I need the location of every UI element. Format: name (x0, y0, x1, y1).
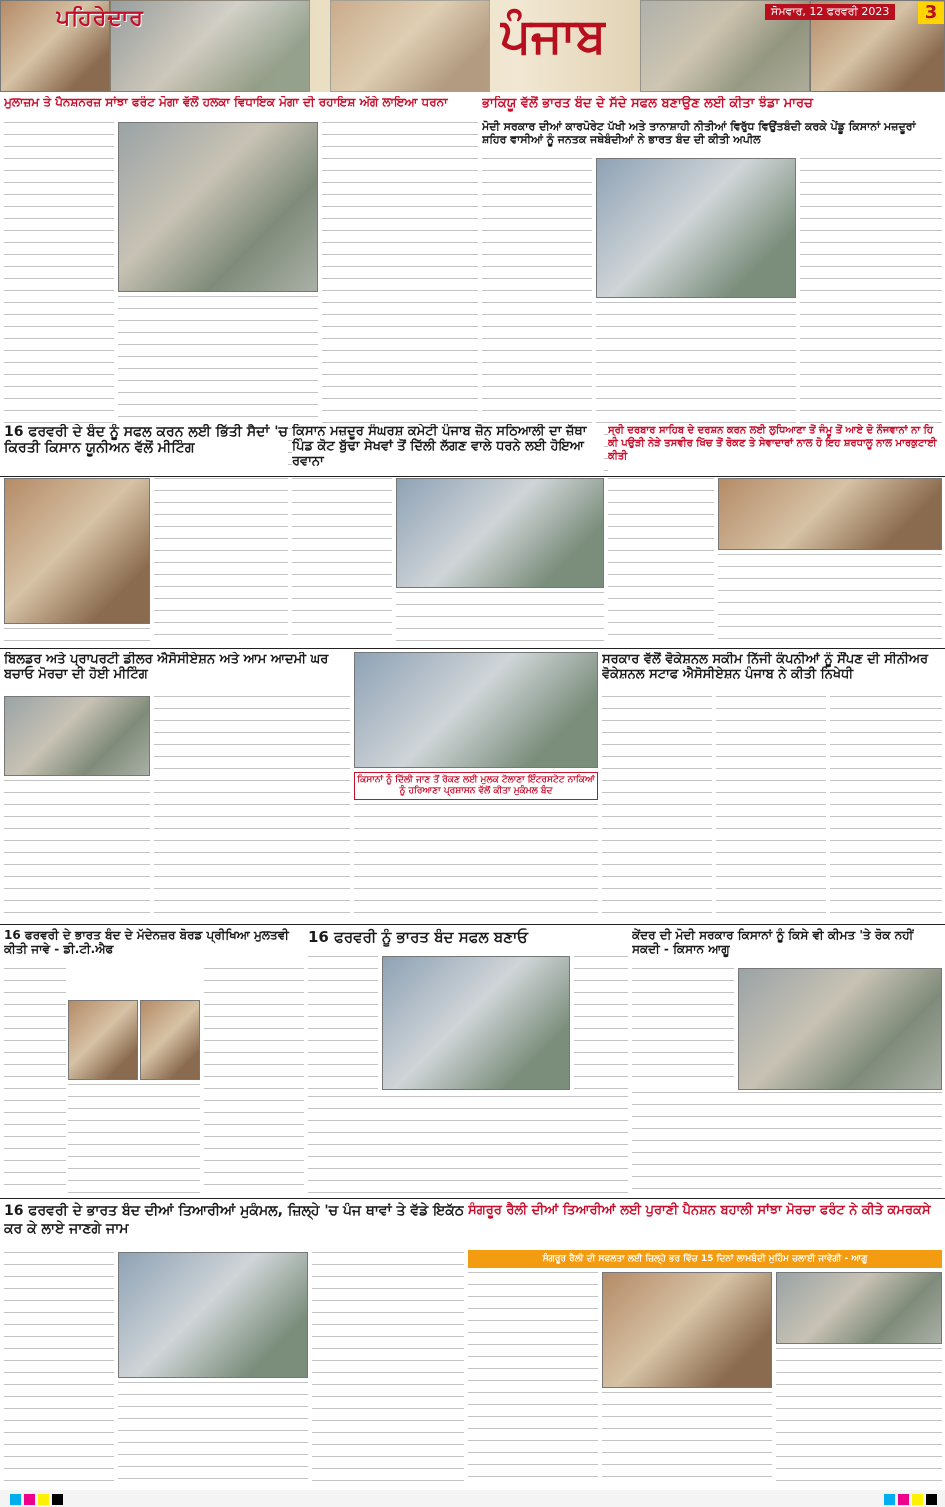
page-number: 3 (918, 2, 944, 24)
brand-logo: ਪਹਿਰੇਦਾਰ (56, 6, 144, 31)
story10-body-col3 (574, 956, 628, 1092)
story2-headline: ਭਾਕਿਯੂ ਵੱਲੋਂ ਭਾਰਤ ਬੰਦ ਦੇ ਸੱਦੇ ਸਫਲ ਬਣਾਉਣ ਲਈ ਕੀਤਾ ਝੰਡਾ ਮਾਰਚ (482, 96, 813, 111)
story8-body-col1 (602, 696, 712, 920)
story1-headline: ਮੁਲਾਜ਼ਮ ਤੇ ਪੈਨਸ਼ਨਰਜ਼ ਸਾਂਝਾ ਫਰੰਟ ਮੋਗਾ ਵੱਲੋਂ ਹਲਕਾ ਵਿਧਾਇਕ ਮੋਗਾ ਦੀ ਰਹਾਇਸ਼ ਅੱਗੇ ਲਾਇਆ ਧਰਨਾ (4, 96, 448, 109)
story9-body-col1 (4, 968, 66, 1196)
story4-body-col1 (292, 478, 392, 644)
story6-body-col1 (4, 780, 150, 920)
story2-subheadline: ਮੋਦੀ ਸਰਕਾਰ ਦੀਆਂ ਕਾਰਪੋਰੇਟ ਪੱਖੀ ਅਤੇ ਤਾਨਾਸ਼ਾਹੀ ਨੀਤੀਆਂ ਵਿਰੁੱਧ ਵਿਉਂਤਬੰਦੀ ਕਰਕੇ ਪੇਂਡੂ ਕਿਸਾਨਾਂ ਮਜ਼ਦੂਰਾਂ ਸ਼ਹਿਰ ਵਾਸੀਆਂ ਨੂੰ ਜਨਤਕ ਜਥੇਬੰਦੀਆਂ ਨੇ ਭਾਰਤ ਬੰਦ ਦੀ ਕੀਤੀ ਅਪੀਲ (482, 120, 916, 146)
story9-body-col3 (68, 1084, 200, 1196)
story10-body-col1 (308, 956, 378, 1092)
divider (0, 1198, 945, 1199)
story11-headline: ਕੇਂਦਰ ਦੀ ਮੋਦੀ ਸਰਕਾਰ ਕਿਸਾਨਾਂ ਨੂੰ ਕਿਸੇ ਵੀ ਕੀਮਤ 'ਤੇ ਰੋਕ ਨਹੀਂ ਸਕਦੀ - ਕਿਸਾਨ ਆਗੂ (632, 928, 914, 956)
story4-headline: ਕਿਸਾਨ ਮਜ਼ਦੂਰ ਸੰਘਰਸ਼ ਕਮੇਟੀ ਪੰਜਾਬ ਜ਼ੋਨ ਸਠਿਆਲੀ ਦਾ ਜ਼ੱਥਾ ਪਿੰਡ ਕੋਟ ਬੁੱਢਾ ਸੇਖਵਾਂ ਤੋਂ ਦਿੱਲੀ ਲੱਗਣ ਵਾਲੇ ਧਰਨੇ ਲਈ ਹੋਇਆ ਰਵਾਨਾ (292, 424, 604, 472)
story3-body-col2 (154, 478, 288, 644)
story3-body-col1 (4, 628, 150, 644)
story13-body-col2 (602, 1392, 772, 1488)
swatch-magenta (898, 1494, 909, 1505)
story12-body-col1 (4, 1252, 114, 1488)
story12-headline: 16 ਫਰਵਰੀ ਦੇ ਭਾਰਤ ਬੰਦ ਦੀਆਂ ਤਿਆਰੀਆਂ ਮੁਕੰਮਲ, ਜ਼ਿਲ੍ਹੇ 'ਚ ਪੰਜ ਥਾਵਾਂ ਤੇ ਵੱਡੇ ਇਕੱਠ ਕਰ ਕੇ ਲਾਏ ਜਾਣਗੇ ਜਾਮ (4, 1203, 464, 1237)
story6-photo (4, 696, 150, 776)
story9-portrait-2 (140, 1000, 200, 1080)
story13-photo-2 (776, 1272, 942, 1344)
story13-body-col1 (468, 1272, 598, 1488)
swatch-black (926, 1494, 937, 1505)
story12-body-col2 (118, 1382, 308, 1488)
story13-headline: ਸੰਗਰੂਰ ਰੈਲੀ ਦੀਆਂ ਤਿਆਰੀਆਂ ਲਈ ਪੁਰਾਣੀ ਪੈਨਸ਼ਨ ਬਹਾਲੀ ਸਾਂਝਾ ਮੋਰਚਾ ਫਰੰਟ ਨੇ ਕੀਤੇ ਕਮਰਕਸੇ (468, 1203, 931, 1218)
divider (0, 648, 945, 649)
story13-body-col3 (776, 1348, 942, 1488)
story8-body-col3 (830, 696, 942, 920)
story6-headline: ਬਿਲਡਰ ਅਤੇ ਪ੍ਰਾਪਰਟੀ ਡੀਲਰ ਐਸੋਸੀਏਸ਼ਨ ਅਤੇ ਆਮ ਆਦਮੀ ਘਰ ਬਚਾਓ ਮੋਰਚਾ ਦੀ ਹੋਈ ਮੀਟਿੰਗ (4, 652, 329, 682)
story9-portrait-1 (68, 1000, 138, 1080)
story1-body-col1 (4, 122, 114, 472)
story5-photo-temple (718, 478, 942, 550)
swatch-magenta (24, 1494, 35, 1505)
story7-headline: ਕਿਸਾਨਾਂ ਨੂੰ ਦਿੱਲੀ ਜਾਣ ਤੋਂ ਰੋਕਣ ਲਈ ਮੁਲਕ ਟੋਲਾਣਾ ਇੰਟਰਸਟੇਟ ਨਾਕਿਆਂ ਨੂੰ ਹਰਿਆਣਾ ਪ੍ਰਸ਼ਾਸਨ ਵੱਲੋਂ ਕੀਤਾ ਮੁਕੰਮਲ ਬੰਦ (354, 772, 598, 800)
story5-body-col1 (608, 478, 714, 644)
divider (0, 476, 945, 477)
swatch-yellow (912, 1494, 923, 1505)
story3-photo (4, 478, 150, 624)
masthead-photo-map (330, 0, 490, 92)
section-title: ਪੰਜਾਬ (500, 8, 606, 64)
story1-photo (118, 122, 318, 292)
story1-body-col3 (322, 122, 478, 472)
story12-body-col3 (312, 1252, 464, 1488)
story13-photo-1 (602, 1272, 772, 1388)
divider (0, 924, 945, 925)
swatch-black (52, 1494, 63, 1505)
story8-body-col2 (716, 696, 826, 920)
swatch-cyan (10, 1494, 21, 1505)
story4-photo (396, 478, 604, 588)
swatch-cyan (884, 1494, 895, 1505)
story11-photo (738, 968, 942, 1090)
story12-photo (118, 1252, 308, 1378)
story11-body-col2 (632, 1092, 942, 1196)
story9-body-col2 (204, 968, 304, 1196)
story2-photo (596, 158, 796, 298)
story7-photo-roadblock (354, 652, 598, 768)
story6-body-col2 (154, 696, 350, 920)
story11-body-col1 (632, 968, 734, 1088)
story8-headline: ਸਰਕਾਰ ਵੱਲੋਂ ਵੋਕੇਸ਼ਨਲ ਸਕੀਮ ਨਿੱਜੀ ਕੰਪਨੀਆਂ ਨੂੰ ਸੌਂਪਣ ਦੀ ਸੀਨੀਅਰ ਵੋਕੇਸ਼ਨਲ ਸਟਾਫ ਐਸੋਸੀਏਸ਼ਨ ਪੰਜਾਬ ਨੇ ਕੀਤੀ ਨਿਖੇਧੀ (602, 652, 929, 682)
story3-headline: 16 ਫਰਵਰੀ ਦੇ ਬੰਦ ਨੂੰ ਸਫਲ ਕਰਨ ਲਈ ਭਿੱਤੀ ਸੈਦਾਂ 'ਚ ਕਿਰਤੀ ਕਿਸਾਨ ਯੂਨੀਅਨ ਵੱਲੋਂ ਮੀਟਿੰਗ (4, 424, 288, 472)
story10-body-col2 (308, 1096, 628, 1196)
story4-body-col2 (396, 592, 604, 644)
story10-photo (382, 956, 570, 1090)
story7-body (354, 804, 598, 920)
dateline: ਸੋਮਵਾਰ, 12 ਫਰਵਰੀ 2023 (765, 4, 895, 20)
story9-headline: 16 ਫਰਵਰੀ ਦੇ ਭਾਰਤ ਬੰਦ ਦੇ ਮੱਦੇਨਜ਼ਰ ਬੋਰਡ ਪ੍ਰੀਖਿਆ ਮੁਲਤਵੀ ਕੀਤੀ ਜਾਵੇ - ਡੀ.ਟੀ.ਐਫ (4, 928, 289, 956)
story5-headline: ਸ੍ਰੀ ਦਰਬਾਰ ਸਾਹਿਬ ਦੇ ਦਰਸ਼ਨ ਕਰਨ ਲਈ ਲੁਧਿਆਣਾ ਤੋਂ ਜੰਮੂ ਤੋਂ ਆਏ ਦੋ ਨੌਜਵਾਨਾਂ ਨਾ ਹਿ ਕੀ ਪਉੜੀ ਨੇੜੇ ਤਸਵੀਰ ਖਿੱਚ ਤੋਂ ਰੋਕਣ ਤੇ ਸੇਵਾਦਾਰਾਂ ਨਾਲ ਹੋ ਇਹ ਸ਼ਰਧਾਲੂ ਨਾਲ ਮਾਰਕੁਟਾਈ ਕੀਤੀ (608, 424, 942, 476)
registration-strip (0, 1490, 945, 1507)
story13-band: ਸੰਗਰੂਰ ਰੈਲੀ ਦੀ ਸਫਲਤਾ ਲਈ ਜ਼ਿਲ੍ਹੇ ਭਰ ਵਿੱਚ 15 ਦਿਨਾਂ ਲਾਮਬੰਦੀ ਮੁਹਿੰਮ ਚਲਾਈ ਜਾਵੇਗੀ - ਆਗੂ (468, 1250, 942, 1268)
story10-headline: 16 ਫਰਵਰੀ ਨੂੰ ਭਾਰਤ ਬੰਦ ਸਫਲ ਬਣਾਓ (308, 928, 529, 946)
masthead (0, 0, 945, 92)
story5-body-col2 (718, 554, 942, 644)
swatch-yellow (38, 1494, 49, 1505)
